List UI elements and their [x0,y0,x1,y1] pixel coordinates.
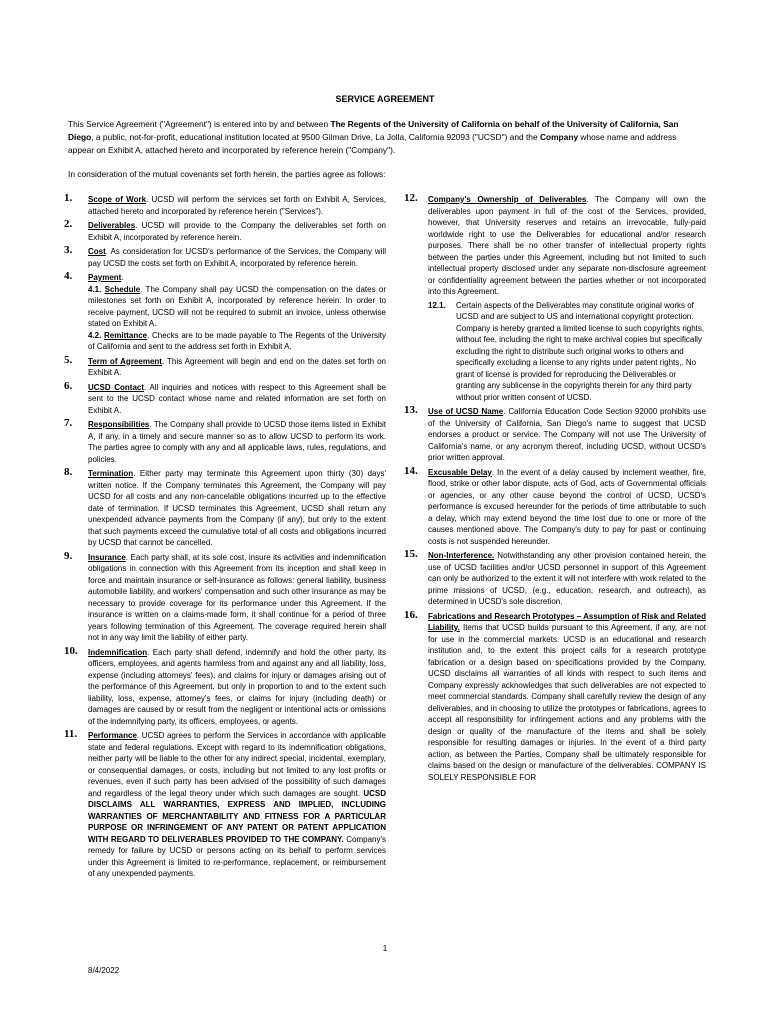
clause-11 [64,730,386,880]
clause-number: 7. [64,417,73,429]
clause-text: . All inquiries and notices with respect to this Agreement shall be sent to the UCSD contact whose name and related information are set forth on Exhibit A. [88,382,387,415]
clause-heading: Use of UCSD Name [428,407,504,416]
clause-heading: Excusable Delay [428,467,492,477]
intro-paragraph [68,118,704,157]
subclause-text: . The Company shall pay UCSD the compensation on the dates or milestones set forth on Exhibit A, incorporated by reference herein. In order to receive payment, UCSD will not be required to submit an invoice, unless otherwise stated on Exhibit A. [88,284,386,328]
clause-text: . The Company will own the deliverables upon payment in full of the cost of the Services, provided, however, that University reserves and retains an irrevocable, fully-paid worldwide right to use the Deliverables for educational and/or research purposes. There shall be no other transfer of intellectual property rights between the parties under this Agreement, including but not limited to such intellectual property disclosed under any separate non-disclosure agreement or confidentiality agreement between the parties whether or not incorporated into this Agreement. [428,195,706,296]
clause-text: . Each party shall defend, indemnify and hold the other party, its officers, employees, and agents harmless from and against any and all liability, loss, expense (including attorneys' fees), and claims for injury or damages arising out of the performance of this Agreement, but only in proportion to and to the extent such liability, loss, expense, attorney's fees, or claims for injury (including death) or damages are caused by or result from the negligent or intentional acts or omissions of the indemnifying party, its officers, employees, or agents. [88,647,386,726]
clause-text: Items that UCSD builds pursuant to this Agreement, if any, are not for use in the commercial markets. UCSD is an educational and research institution and, to the extent this project calls for a research prototype fabrication or a design based on specifications provided by the Company, UCSD disclaims all warranties of all kinds with respect to such items and Company expressly acknowledges that such deliverables are not expected to meet commercial standards. Company shall carefully review the design of any deliverables, and in choosing to utilize the prototypes or fabrications, agrees to accept all responsibility for infringement actions and any problems with the design or quality of the manufacture of the items and shall be solely responsible for resulting damages or injuries. In the event of a third party action, as between the Parties, Company shall be ultimately responsible for claims based on the design or manufacture of the deliverables. COMPANY IS SOLELY RESPONSIBLE FOR [428,623,706,782]
clause-text: . [121,273,124,282]
clause-2 [64,220,386,243]
subclause-text: . Checks are to be made payable to The Regents of the University of California and sent to the address set forth in Exhibit A. [88,330,386,351]
left-column [64,194,386,883]
clause-number: 12. [404,192,418,204]
clause-10 [64,644,386,728]
clause-number: 8. [64,466,73,478]
clause-number: 5. [64,353,73,366]
clause-number: 16. [404,608,418,621]
subclause-number: 12.1. [428,300,446,310]
clause-number: 9. [64,549,73,562]
clause-heading: UCSD Contact [88,382,145,392]
clause-number: 10. [64,644,78,657]
clause-number: 4. [64,270,73,282]
clause-1 [64,194,386,217]
intro-party-company: Company [539,132,579,142]
subclause-number: 4.1. [88,284,102,294]
clause-text: . UCSD agrees to perform the Services in accordance with applicable state and federal regulations. Except with regard to its indemnification obligations, neither party will be liable to the other for any indirect special, incidental, exemplary, or consequential damages, or costs, including but not limited to any lost profits or revenues, even if such party has been advised of the possibility of such damages and regardless of the legal theory under which such damages are sought. [88,731,386,798]
intro-party-ucsd: The Regents of the University of California on behalf of the University of California, San Diego [68,119,679,142]
clause-13 [404,406,706,464]
clause-14 [404,464,706,548]
clause-5 [64,353,386,379]
document-title: SERVICE AGREEMENT [335,94,435,104]
clause-text: . The Company shall provide to UCSD those items listed in Exhibit A, if any, in a timely and secure manner so as to allow UCSD to perform its work. The parties agree to comply with any and all applicable laws, rules, regulations, and policies. [88,420,386,464]
clause-number: 2. [64,218,73,230]
clause-text: . UCSD will perform the services set forth on Exhibit A, Services, attached hereto and incorporated by reference herein ("Services"). [88,195,387,216]
clause-text: Notwithstanding any other provision contained herein, the use of UCSD facilities and/or UCSD personnel in support of this Agreement can only be authorized to the extent it will not interfere with work related to the prime missions of UCSD, (e.g., education, research, and outreach), as determined in UCSD's sole discretion. [428,551,706,606]
clause-heading: Payment [88,273,122,282]
clause-number: 14. [404,464,418,477]
clause-text-continued: Company's remedy for failure by UCSD or persons acting on its behalf to perform services under this Agreement is limited to re-performance, replacement, or reimbursement of any unexpended payments. [88,834,386,878]
clause-heading: Cost [88,247,106,256]
clause-12 [404,194,706,403]
clause-9 [64,549,386,644]
clause-heading: Fabrications and Research Prototypes – Assumption of Risk and Related Liability. [428,611,706,632]
clause-text: . Each party shall, at its sole cost, insure its activities and indemnification obligations in connection with this Agreement from its inception and shall keep in force and maintain insurance or self-insurance as follows: general liability, business automobile liability, and workers' compensation and such other insurance as may be necessary to provide coverage for its performance under this Agreement. If the insurance is written on a claims-made form, it shall continue for a period of three years following termination of this Agreement. The coverage required herein shall not in any way limit the liability of either party. [88,552,386,642]
clause-heading: Responsibilities [88,420,150,429]
clause-4 [64,272,386,353]
clause-heading: Company's Ownership of Deliverables [428,195,587,204]
clause-4-1 [88,284,386,330]
clause-text: . This Agreement will begin and end on the dates set forth on Exhibit A. [88,356,386,377]
subclause-heading: Schedule [104,284,141,294]
clause-heading: Deliverables [88,221,136,230]
subclause-number: 4.2. [88,330,102,340]
clause-number: 3. [64,244,73,256]
clause-12-1 [428,300,706,404]
clause-heading: Indemnification [88,647,148,657]
footer-date: 8/4/2022 [88,966,120,975]
clause-heading: Performance [88,731,137,740]
right-column [404,194,706,786]
clause-16 [404,608,706,784]
clause-text: . As consideration for UCSD's performance of the Services, the Company will pay UCSD the costs set forth on Exhibit A, incorporated by reference herein. [88,247,386,268]
subclause-text: Certain aspects of the Deliverables may constitute original works of UCSD and are subject to US and international copyright protection. Company is hereby granted a limited license to such copyrights rights, without fee, including the right to make archival copies but specifically excluding the right to distribute such original works to others and specifically excluding a license to any rights under patent rights,. No grant of license is provided for reproducing the Deliverables or granting any sublicense in the copyrights therein for any third party without prior written consent of UCSD. [456,300,705,402]
clause-text: . California Education Code Section 92000 prohibits use of the University of California, San Diego's name to suggest that UCSD endorses a product or service. The Company will not use The University of California's name, or any acronym thereof, including UCSD, without UCSD's prior written approval. [428,407,706,462]
clause-3 [64,246,386,269]
clause-heading: Scope of Work [88,195,147,204]
intro-text-1: This Service Agreement ("Agreement") is entered into by and between [68,119,331,129]
clause-text: . In the event of a delay caused by inclement weather, fire, flood, strike or other labor dispute, acts of God, acts of Governmental officials or agencies, or any other cause beyond the control of UCSD, UCSD's performance is excused hereunder for the periods of time attributable to such a delay, which may extend beyond the time lost due to one or more of the causes mentioned above. The Company's duty to pay for past or continuing costs is not suspended hereunder. [428,467,706,546]
clause-6 [64,379,387,417]
clause-number: 1. [64,192,73,204]
clause-heading: Term of Agreement [88,356,162,366]
intro-text-3: whose name and address appear on Exhibit A, attached hereto and incorporated by reference herein ("Company"). [68,132,677,155]
clause-heading: Insurance [88,552,126,562]
clause-number: 6. [64,379,73,392]
clause-text: . Either party may terminate this Agreement upon thirty (30) days' written notice. If the Company terminates this Agreement, the Company will pay UCSD for all costs and any non-cancelable obligations incurred up to the effective date of termination. If UCSD terminates this Agreement, UCSD shall return any unexpended advance payments from the Company (if any), but only to the extent that such payments exceed the cumulative total of all costs and obligations incurred by UCSD that cannot be cancelled. [88,469,386,547]
clause-7 [64,419,386,465]
subclause-heading: Remittance [104,330,148,340]
clause-15 [404,550,706,608]
clause-text: . UCSD will provide to the Company the deliverables set forth on Exhibit A, incorporated by reference herein. [88,221,386,242]
intro-text-2: , a public, not-for-profit, educational institution located at 9500 Gilman Drive, La Jolla, California 92093 ("UCSD") and the [91,132,540,142]
clause-disclaimer: UCSD DISCLAIMS ALL WARRANTIES, EXPRESS AND IMPLIED, INCLUDING WARRANTIES OF MERCHANTABILITY AND FITNESS FOR A PARTICULAR PURPOSE OR INFRINGEMENT OF ANY PATENT OR PATENT APPLICATION WITH REGARD TO DELIVERABLES PROVIDED TO THE COMPANY. [88,788,386,844]
clause-number: 11. [64,728,78,740]
page-number: 1 [382,944,388,953]
clause-number: 15. [404,548,418,560]
clause-4-2 [88,330,386,353]
clause-number: 13. [404,404,418,416]
lead-paragraph: In consideration of the mutual covenants set forth herein, the parties agree as follows: [68,169,386,179]
clause-heading: Non-Interference. [428,551,495,560]
clause-heading: Termination [88,469,134,478]
clause-8 [64,468,386,549]
